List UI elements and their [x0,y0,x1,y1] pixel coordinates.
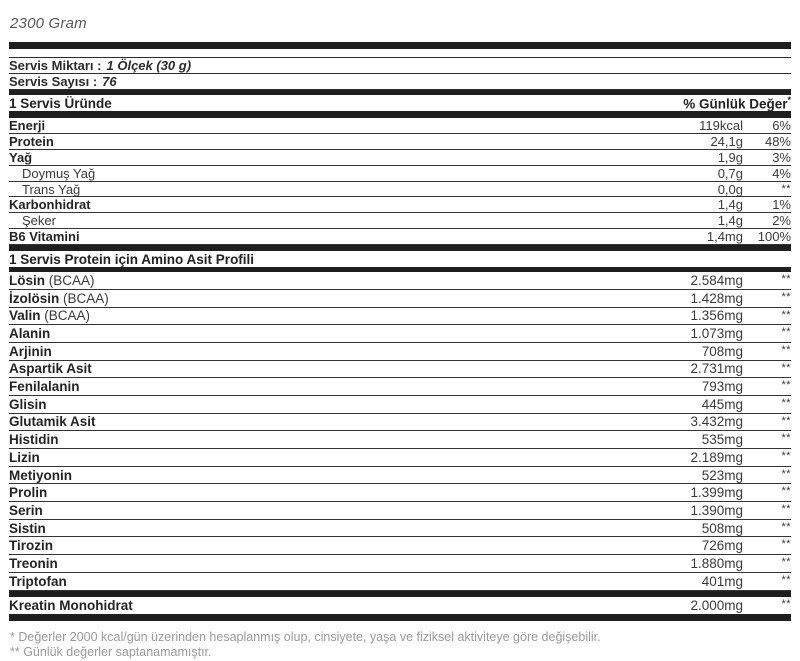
nutrient-row [9,166,791,182]
amino-daily-value: ** [781,343,791,356]
amino-name: Valin (BCAA) [9,308,91,324]
amino-row [9,449,791,467]
amino-row [9,343,791,361]
amino-amount: 1.880mg [690,555,743,571]
amino-amount: 535mg [701,432,743,448]
nutrient-name: Enerji [9,117,46,133]
nutrient-row [9,229,791,245]
nutrient-name: Karbonhidrat [9,197,91,213]
amino-amount: 508mg [701,520,743,536]
nutrient-name: Şeker [22,213,56,229]
amino-amount: 1.073mg [690,326,743,342]
amino-amount: 1.390mg [690,502,743,518]
amino-name: Serin [9,502,43,518]
nutrient-table [9,118,791,245]
amino-row [9,396,791,414]
nutrient-name: Yağ [9,149,33,165]
nutrient-amount: 1,4mg [706,229,743,245]
nutrient-amount: 1,9g [717,149,743,165]
header-footnote-marker: * [787,94,791,105]
amino-amount: 2.584mg [690,272,743,288]
amino-row [9,308,791,326]
nutrient-daily-value: 2% [772,213,791,229]
amino-row [9,484,791,502]
creatine-amount: 2.000mg [690,597,743,613]
amino-name: Triptofan [9,573,67,589]
amino-name: Sistin [9,520,46,536]
amino-amount: 1.356mg [690,308,743,324]
amino-amount: 3.432mg [690,414,743,430]
amino-daily-value: ** [781,308,791,321]
amino-name: İzolösin (BCAA) [9,290,109,306]
nutrient-amount: 0,0g [717,181,743,197]
spacer [9,49,791,57]
nutrient-row [9,134,791,150]
amino-amount: 401mg [701,573,743,589]
nutrient-daily-value: 100% [757,229,791,245]
amino-name: Glisin [9,396,47,412]
amino-daily-value: ** [781,361,791,374]
nutrient-daily-value: ** [781,182,791,195]
nutrient-name: B6 Vitamini [9,229,80,245]
creatine-row [9,597,791,614]
amino-name: Prolin [9,485,48,501]
nutrient-daily-value: 1% [772,197,791,213]
nutrient-amount: 1,4g [717,213,743,229]
amino-name: Tirozin [9,538,54,554]
amino-daily-value: ** [781,273,791,286]
nutrient-daily-value: 6% [772,117,791,133]
amino-daily-value: ** [781,432,791,445]
nutrient-name: Doymuş Yağ [22,165,96,181]
amino-amount: 708mg [701,343,743,359]
amino-daily-value: ** [781,414,791,427]
footnotes [9,630,791,661]
amino-row [9,467,791,485]
amino-daily-value: ** [781,485,791,498]
amino-row [9,555,791,573]
nutrition-header-left: 1 Servis Üründe [9,95,112,111]
amino-name-suffix: (BCAA) [40,308,91,324]
amino-name: Histidin [9,432,59,448]
nutrition-header-row [9,95,791,111]
amino-amount: 1.428mg [690,290,743,306]
nutrition-header-right: % Günlük Değer* [683,94,791,112]
amino-name: Lizin [9,449,40,465]
amino-amount: 445mg [701,396,743,412]
amino-amount: 1.399mg [690,485,743,501]
amino-row [9,431,791,449]
amino-daily-value: ** [781,538,791,551]
amino-name: Alanin [9,326,51,342]
amino-daily-value: ** [781,556,791,569]
amino-amount: 793mg [701,379,743,395]
divider-bar-bottom [9,614,791,621]
serving-label: Servis Miktarı : [9,58,102,73]
amino-amount: 726mg [701,538,743,554]
amino-name-suffix: (BCAA) [45,272,95,288]
nutrient-amount: 1,4g [717,197,743,213]
amino-row [9,325,791,343]
amino-row [9,520,791,538]
amino-name-suffix: (BCAA) [59,290,109,306]
amino-name: Lösin (BCAA) [9,272,95,288]
amino-row [9,272,791,290]
amino-header-title: 1 Servis Protein için Amino Asit Profili [9,251,255,267]
amino-daily-value: ** [781,290,791,303]
amino-name: Fenilalanin [9,379,80,395]
amino-daily-value: ** [781,326,791,339]
amino-row [9,573,791,591]
amino-name: Treonin [9,555,58,571]
nutrient-daily-value: 48% [764,133,791,149]
creatine-name: Kreatin Monohidrat [9,597,133,613]
nutrient-name: Protein [9,133,54,149]
amino-daily-value: ** [781,379,791,392]
amino-daily-value: ** [781,450,791,462]
serving-label: Servis Sayısı : [9,74,98,89]
amino-name: Arjinin [9,343,52,359]
nutrient-name: Trans Yağ [22,181,81,197]
amino-name: Metiyonin [9,467,72,483]
nutrient-row [9,213,791,229]
nutrient-row [9,118,791,134]
creatine-daily-value: ** [781,597,791,610]
amino-daily-value: ** [781,503,791,516]
product-size: 2300 Gram [10,15,87,32]
amino-daily-value: ** [781,396,791,409]
amino-row [9,290,791,308]
amino-row [9,414,791,432]
amino-amount: 2.189mg [690,449,743,465]
footnote-daily-values: * Değerler 2000 kcal/gün üzerinden hesaplanmış olup, cinsiyete, yaşa ve fiziksel aktiviteye göre değişebilir. [10,629,601,644]
footnote-not-established: ** Günlük değerler saptanamamıştır. [10,645,212,659]
amino-row [9,378,791,396]
serving-row [9,74,791,90]
amino-row [9,361,791,379]
amino-daily-value: ** [781,573,791,586]
amino-daily-value: ** [781,467,791,480]
divider-bar-top [9,42,791,49]
serving-row [9,58,791,74]
amino-daily-value: ** [781,520,791,533]
nutrient-row [9,150,791,166]
divider-bar [9,111,791,118]
amino-name: Aspartik Asit [9,361,92,377]
nutrient-row [9,182,791,198]
serving-info [9,57,791,90]
serving-value: 1 Ölçek (30 g) [106,58,192,73]
amino-amount: 2.731mg [690,361,743,377]
nutrient-daily-value: 3% [772,149,791,165]
nutrient-amount: 119kcal [699,117,743,133]
nutrient-row [9,197,791,213]
nutrient-daily-value: 4% [772,165,791,181]
amino-row [9,537,791,555]
amino-header-row [9,251,791,267]
amino-acid-table [9,272,791,590]
amino-name: Glutamik Asit [9,414,96,430]
amino-row [9,502,791,520]
serving-value: 76 [102,74,117,89]
amino-amount: 523mg [701,467,743,483]
nutrient-amount: 0,7g [717,165,743,181]
nutrient-amount: 24,1g [710,133,743,149]
